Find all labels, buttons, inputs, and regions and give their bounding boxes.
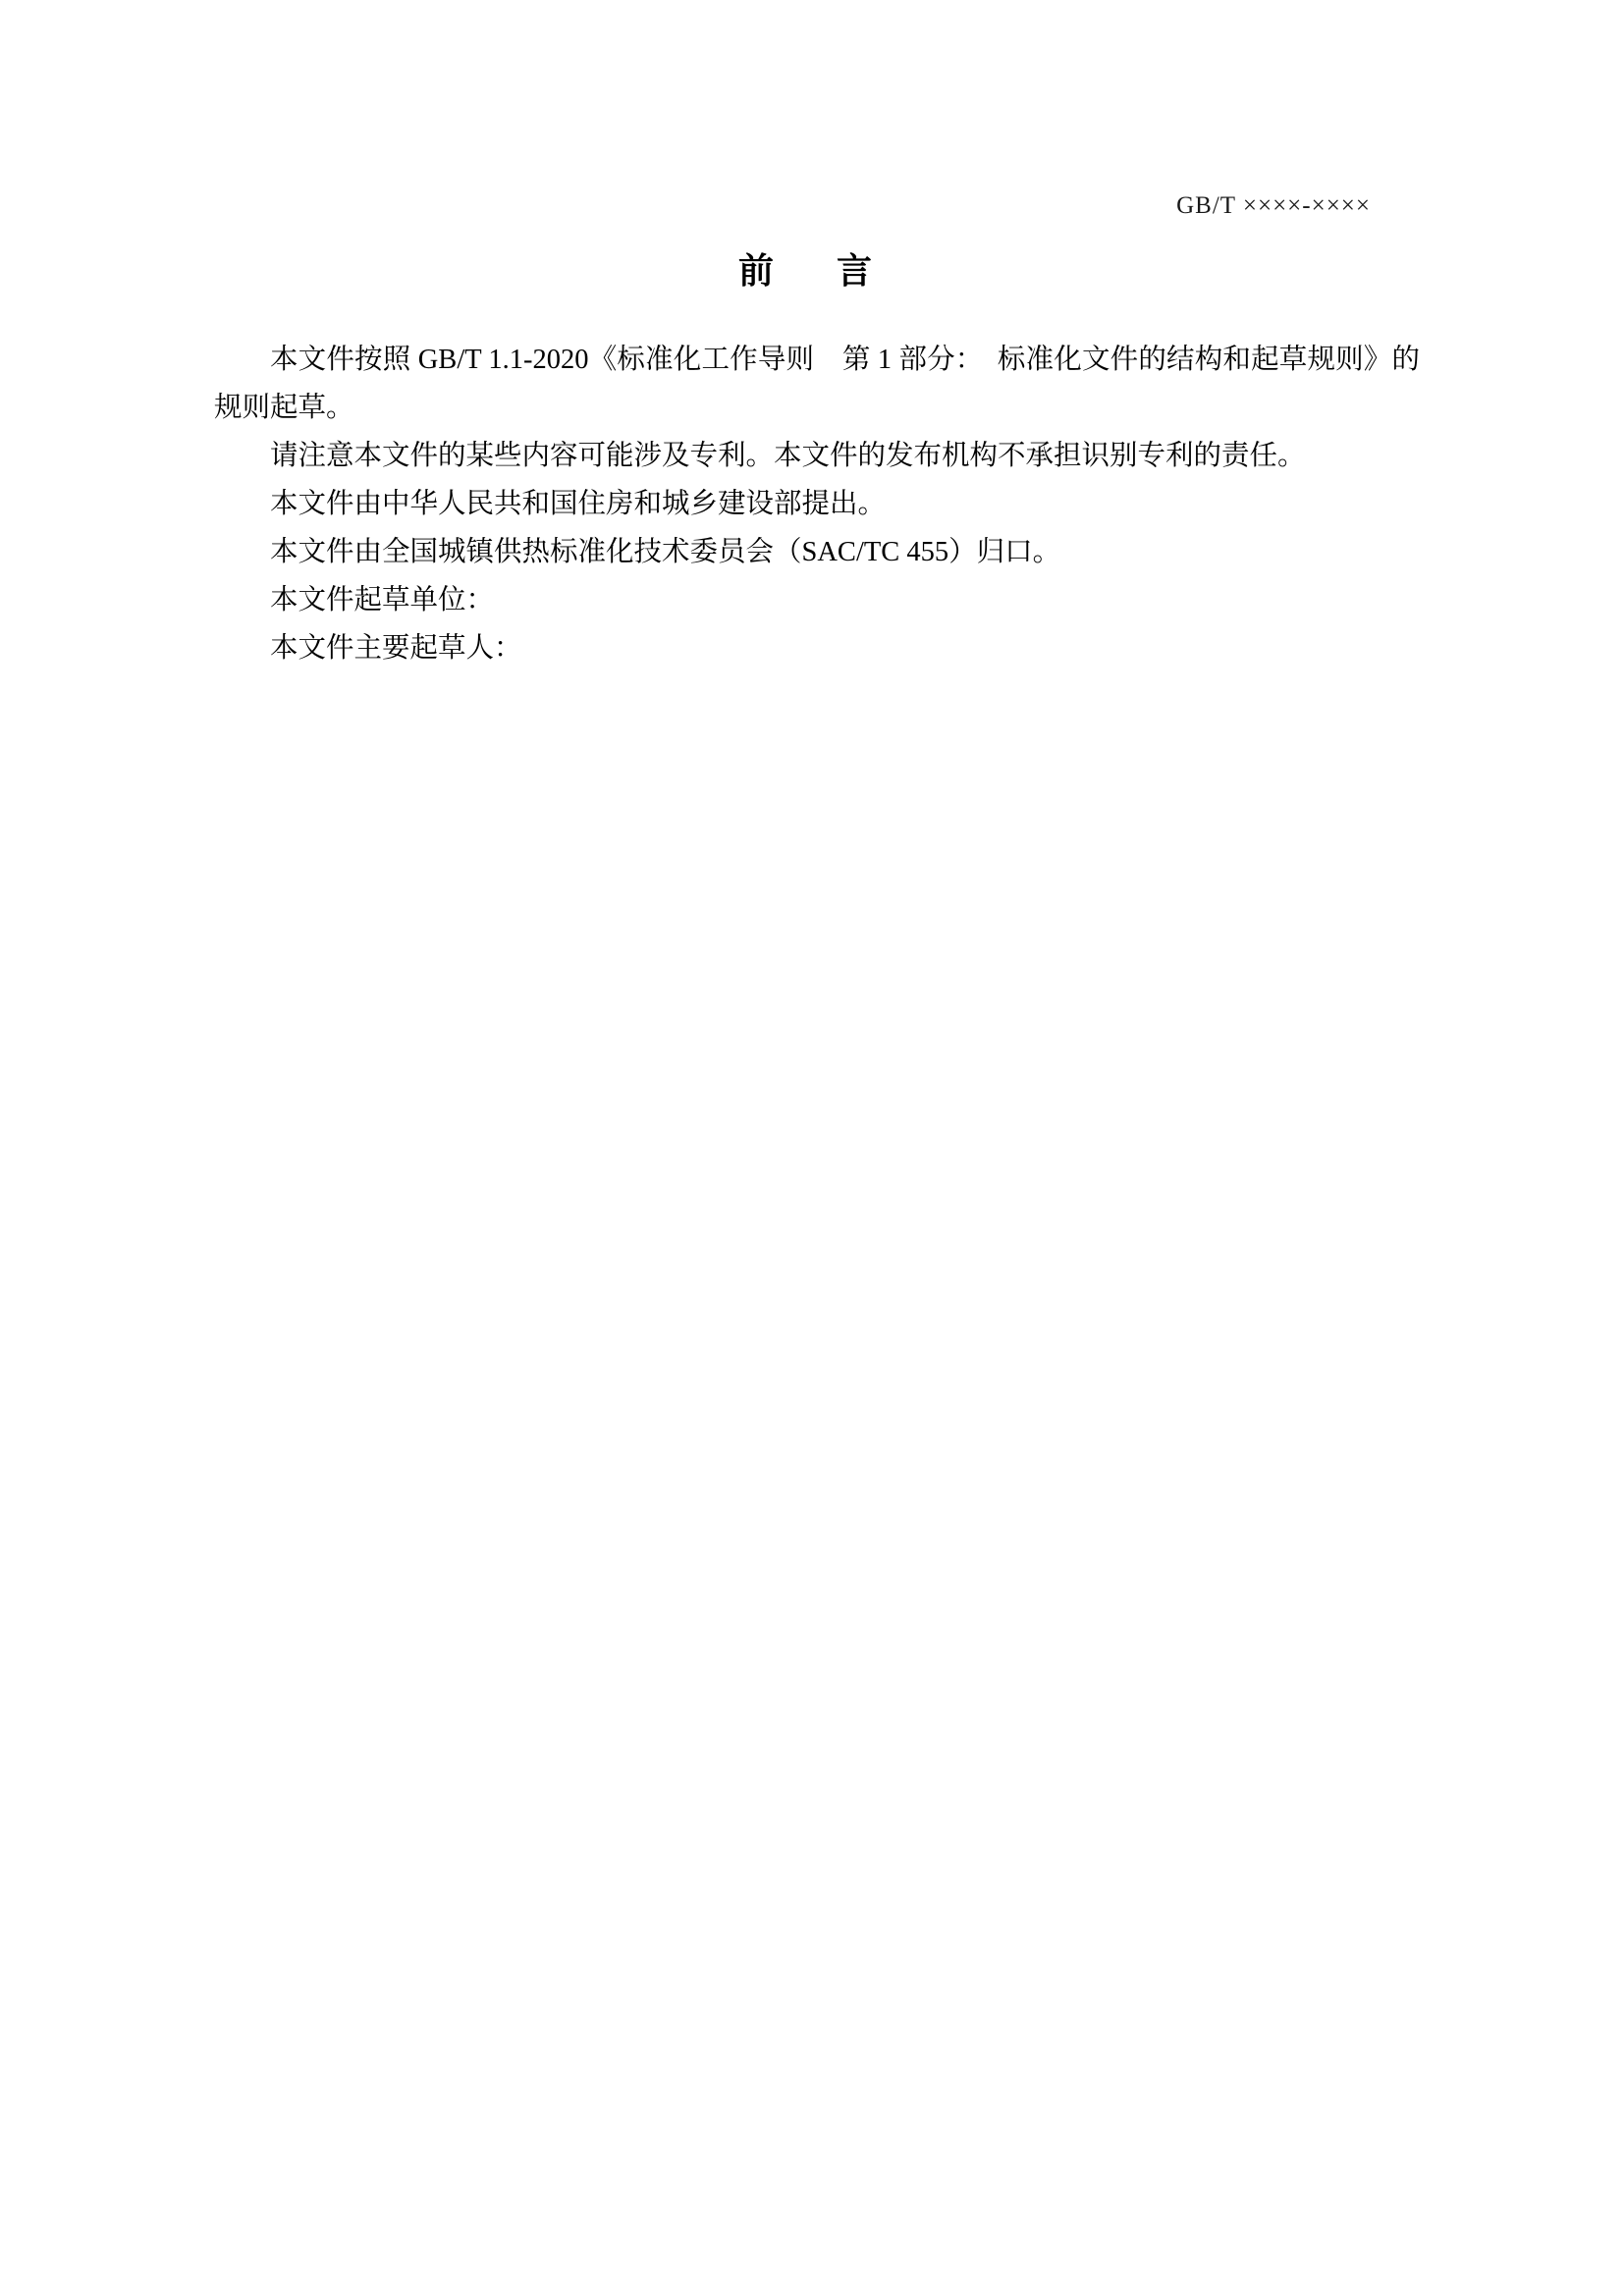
foreword-paragraph-6: 本文件主要起草人： bbox=[270, 633, 522, 664]
page-title: 前 言 bbox=[737, 251, 886, 292]
page-header-standard-code: GB/T ××××-×××× bbox=[1176, 192, 1371, 219]
foreword-paragraph-3: 本文件由中华人民共和国住房和城乡建设部提出。 bbox=[270, 489, 887, 519]
foreword-paragraph-2: 请注意本文件的某些内容可能涉及专利。本文件的发布机构不承担识别专利的责任。 bbox=[270, 441, 1306, 471]
foreword-body bbox=[214, 336, 1420, 672]
foreword-paragraph-5: 本文件起草单位： bbox=[270, 585, 495, 615]
foreword-paragraph-1: 本文件按照 GB/T 1.1-2020《标准化工作导则 第 1 部分： 标准化文件的结构和起草规则》的规则起草。 bbox=[214, 345, 1420, 423]
foreword-paragraph-4: 本文件由全国城镇供热标准化技术委员会（SAC/TC 455）归口。 bbox=[270, 537, 1061, 567]
